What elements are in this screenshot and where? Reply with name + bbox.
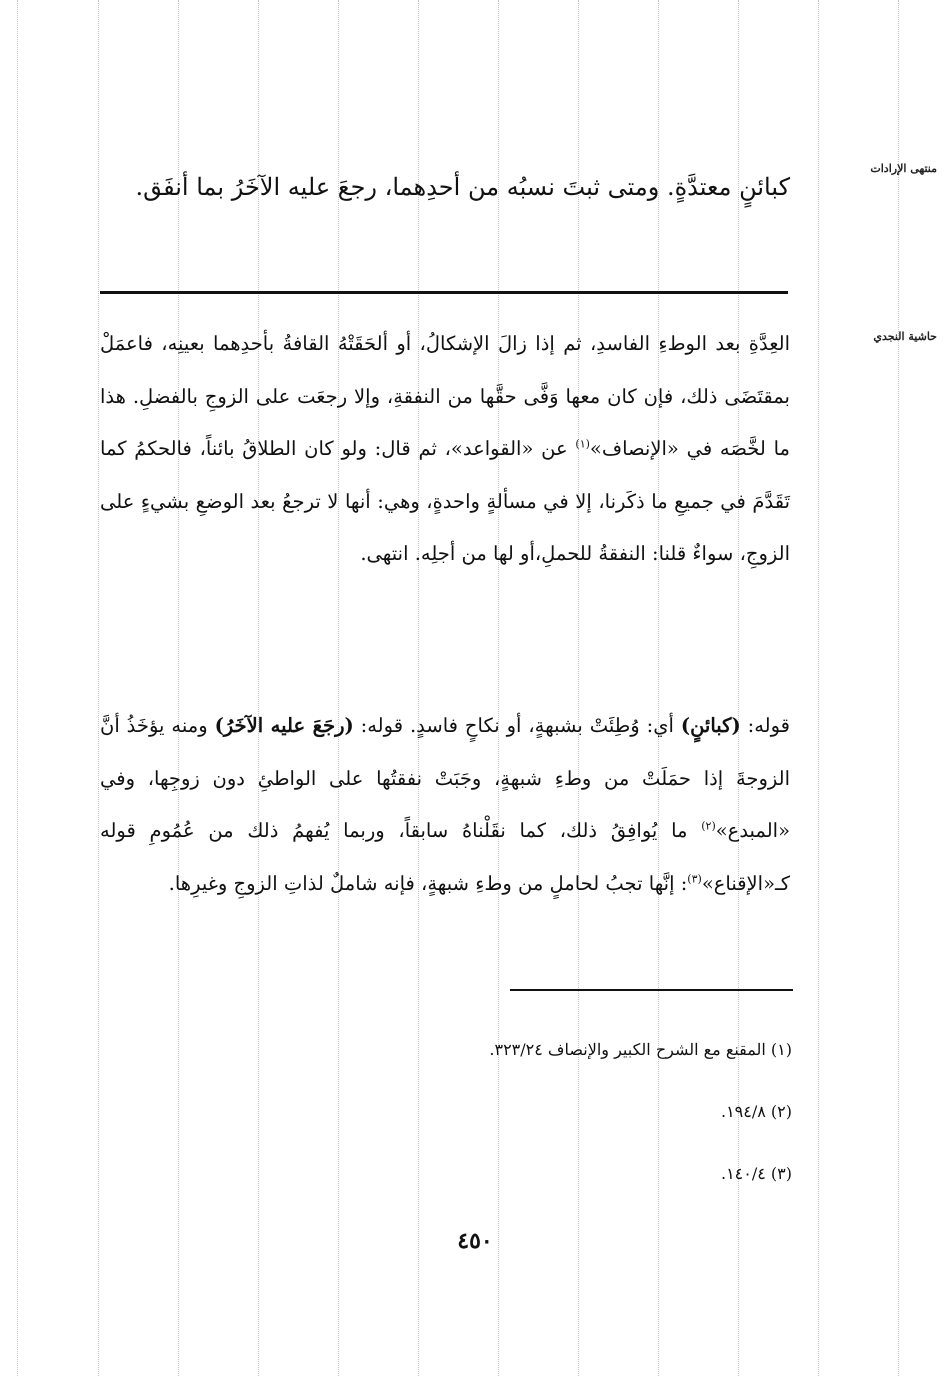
scan-artifact: [818, 0, 819, 1376]
sharh-text: أي: وُطِئَتْ بشبهةٍ، أو نكاحٍ فاسدٍ. قوله:: [353, 714, 681, 737]
sharh-text: ومنه يؤخَذُ أنَّ الزوجةَ إذا حمَلَتْ من وطءِ شبهةٍ، وجَبَتْ نفقتُها على الواطئِ دون زوجِها، وفي «المبدع»: [100, 714, 790, 842]
sharh-text: : إنَّها تجبُ لحاملٍ من وطءِ شبهةٍ، فإنه شاملٌ لذاتِ الزوجِ وغيرِها.: [168, 871, 688, 895]
quoted-keyword: (كبائنٍ): [680, 714, 741, 737]
sharh-text: قوله:: [740, 714, 791, 737]
scan-artifact: [17, 0, 18, 1376]
footnote-2: (٢) ١٩٤/٨.: [720, 1102, 792, 1121]
matn-paragraph: كبائنٍ معتدَّةٍ. ومتى ثبتَ نسبُه من أحدِهما، رجعَ عليه الآخَرُ بما أنفَق.: [135, 173, 790, 201]
side-label-matn: منتهى الإرادات: [870, 162, 937, 175]
sharh-paragraph-1: [100, 318, 790, 581]
footnote-3: (٣) ١٤٠/٤.: [720, 1164, 792, 1183]
footnote-divider: [510, 989, 793, 991]
page-number: ٤٥٠: [457, 1228, 493, 1254]
quoted-keyword: (رجَعَ عليه الآخَرُ): [214, 714, 354, 737]
section-divider: [100, 291, 788, 294]
scan-artifact: [898, 0, 899, 1376]
sharh-text: ما يُوافِقُ ذلك، كما نقَلْناهُ سابقاً، وربما يُفهمُ ذلك من عُمُومِ قوله كـ«الإقناع»: [100, 819, 790, 895]
footnotes: [300, 1040, 792, 1226]
sharh-text: عن «القواعد»، ثم قال: ولو كان الطلاقُ بائناً، فالحكمُ كما تَقَدَّمَ في جميعِ ما ذكَرنا، إلا في مسألةٍ واحدةٍ، وهي: أنها لا ترجعُ بعد الوضعِ بشيءٍ على الزوجِ، سواءٌ قلنا: النفقةُ للحملِ،أو لها من أجلِه. انتهى.: [100, 437, 790, 565]
footnote-ref-3: (٣): [687, 872, 702, 885]
sharh-paragraph-2: [100, 700, 790, 910]
matn-text: [100, 158, 790, 216]
sharh-text: العِدَّةِ بعد الوطءِ الفاسدِ، ثم إذا زالَ الإشكالُ، أو ألحَقَتْهُ القافةُ بأحدِهما بعينِه، فاعمَلْ بمقتَضَى ذلك، فإن كان معها وَفَّى حقَّها من النفقةِ، وإلا رجعَت على الزوجِ بالفضلِ. هذا ما لخَّصَه في «الإنصاف»: [100, 332, 790, 460]
scan-artifact: [98, 0, 99, 1376]
footnote-ref-2: (٢): [701, 819, 716, 833]
footnote-ref-1: (١): [575, 437, 590, 451]
side-label-sharh: حاشية النجدي: [873, 330, 937, 343]
footnote-1: (١) المقنع مع الشرح الكبير والإنصاف ٣٢٣/٢٤.: [489, 1040, 792, 1059]
